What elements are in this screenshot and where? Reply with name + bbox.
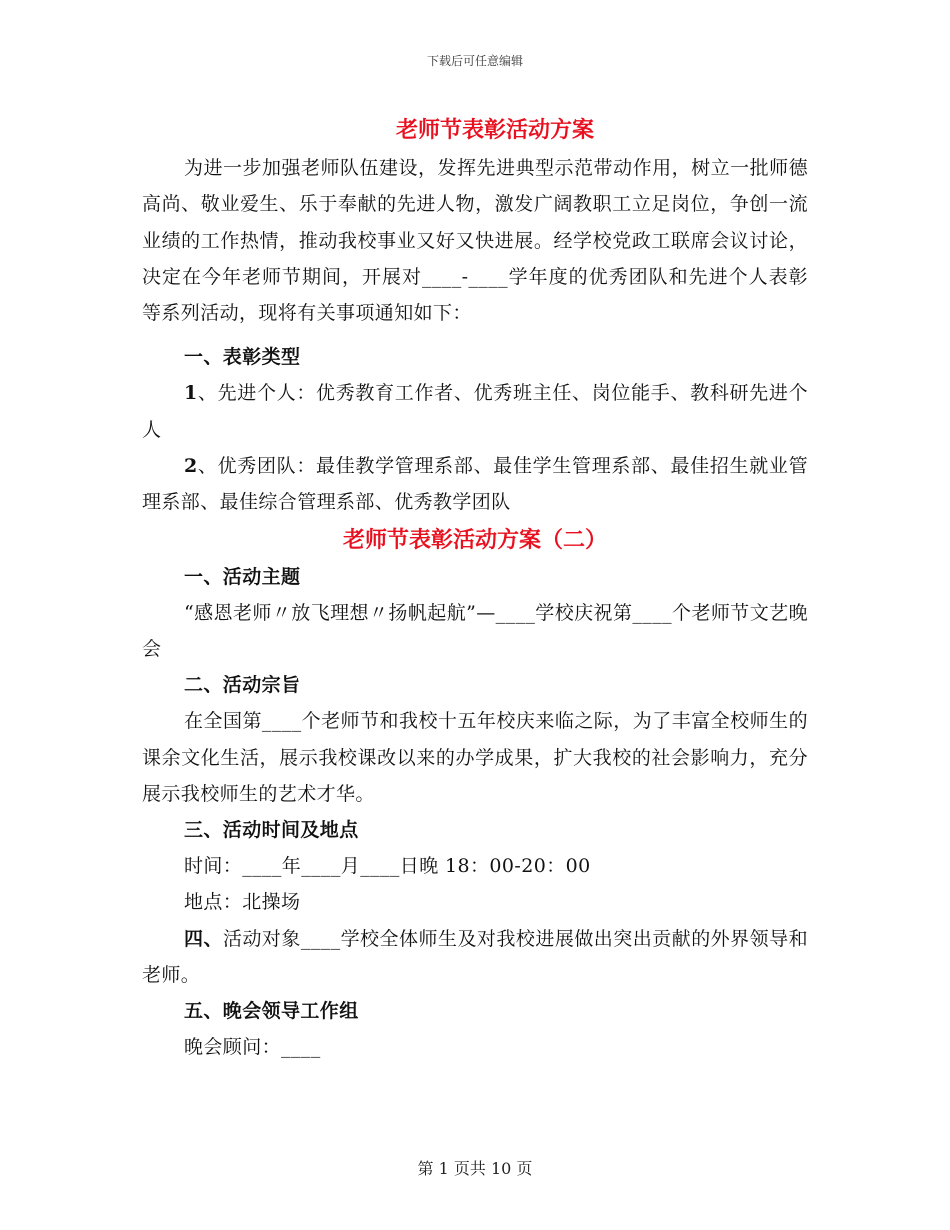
section-heading-leadership-group: 五、晚会领导工作组: [184, 1000, 359, 1023]
award-item-number: 1: [184, 382, 198, 405]
place-line: 地点：北操场: [184, 891, 301, 914]
award-item-text: 、优秀团队：最佳教学管理系部、最佳学生管理系部、最佳招生就业管理系部、最佳综合管理系部、优秀教学团队: [142, 455, 808, 514]
theme-paragraph: “感恩老师〃放飞理想〃扬帆起航”—____学校庆祝第____个老师节文艺晚会: [142, 601, 808, 660]
purpose-paragraph: 在全国第____个老师节和我校十五年校庆来临之际，为了丰富全校师生的课余文化生活，展示我校课改以来的办学成果，扩大我校的社会影响力，充分展示我校师生的艺术才华。: [142, 710, 808, 805]
award-item-text: 、先进个人：优秀教育工作者、优秀班主任、岗位能手、教科研先进个人: [142, 382, 808, 441]
award-item-individual: [142, 375, 808, 448]
section-heading-award-types: 一、表彰类型: [184, 346, 301, 369]
participants-label: 四、: [184, 927, 223, 950]
section-heading-theme: 一、活动主题: [184, 565, 301, 588]
intro-paragraph: 为进一步加强老师队伍建设，发挥先进典型示范带动作用，树立一批师德高尚、敬业爱生、乐于奉献的先进人物，激发广阔教职工立足岗位，争创一流业绩的工作热情，推动我校事业又好又快进展。经学校党政工联席会议讨论，决定在今年老师节期间，开展对____-____学年度的优秀团队和先进个人表彰等系列活动，现将有关事项通知如下：: [142, 157, 808, 325]
advisor-line: 晚会顾问：____: [184, 1036, 321, 1059]
section-heading-purpose: 二、活动宗旨: [184, 674, 301, 697]
page-footer: 第 1 页共 10 页: [417, 1159, 533, 1178]
document-title: 老师节表彰活动方案: [395, 117, 594, 143]
participants-paragraph: [142, 921, 808, 994]
award-item-team: [142, 448, 808, 521]
page-header: 下载后可任意编辑: [426, 54, 523, 68]
participants-text: 活动对象____学校全体师生及对我校进展做出突出贡献的外界领导和老师。: [142, 927, 808, 987]
document-body: [142, 112, 808, 1066]
section-heading-time-place: 三、活动时间及地点: [184, 819, 359, 842]
award-item-number: 2: [184, 455, 198, 478]
time-line: 时间：____年____月____日晚 18：00-20：00: [184, 855, 591, 878]
document-title-part-two: 老师节表彰活动方案（二）: [342, 526, 607, 553]
